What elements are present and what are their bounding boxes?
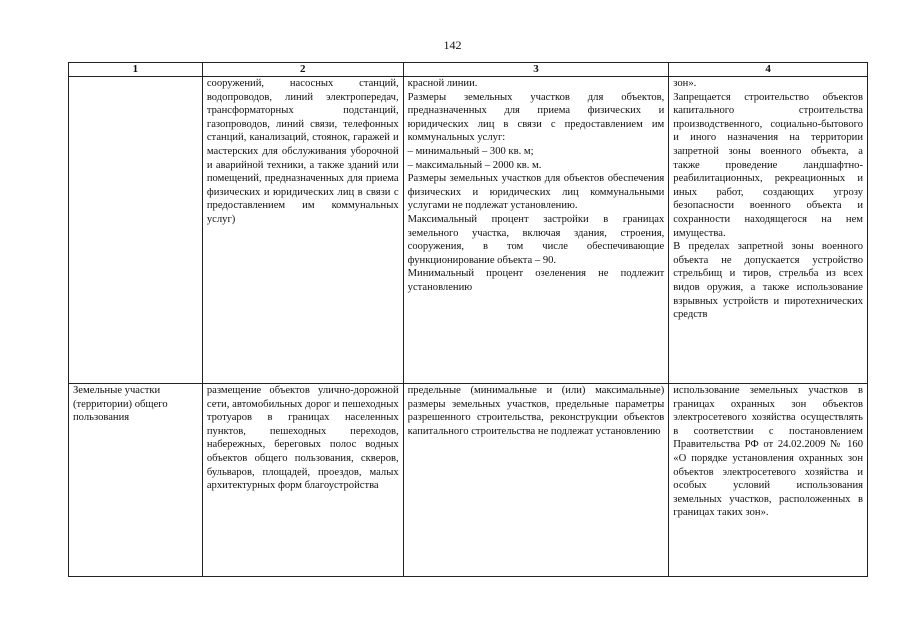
- column-header: 2: [202, 63, 403, 77]
- parameters-list-item: – максимальный – 2000 кв. м.: [407, 159, 542, 171]
- restrictions-cell: [669, 384, 868, 577]
- page-number: 142: [443, 38, 462, 52]
- table-row: [69, 77, 868, 384]
- parameters-list-item: – минимальный – 300 кв. м;: [407, 145, 534, 157]
- restrictions-paragraph: использование земельных участков в границах охранных зон объектов электросетевого хозяйства осуществлять в соответствии с постановлением Правительства РФ от 24.02.2009 № 160 «О порядке установления охранных зон объектов электросетевого хозяйства и особых условий использования земельных участков, расположенных в границах таких зон».: [673, 385, 863, 519]
- zone-name-cell: [69, 77, 203, 384]
- permitted-use-cell: размещение объектов улично-дорожной сети, автомобильных дорог и пешеходных тротуаров в границах населенных пунктов, пешеходных переходов, набережных, береговых полос водных объектов общего пользования, скверов, бульваров, площадей, проездов, малых архитектурных форм благоустройства: [202, 384, 403, 577]
- parameters-paragraph: красной линии.: [407, 78, 478, 89]
- zone-name-cell: Земельные участки (территории) общего пользования: [69, 384, 203, 577]
- column-header: 3: [403, 63, 669, 77]
- restrictions-paragraph: Запрещается строительство объектов капитального строительства производственного, социально-бытового и иного назначения на территории запретной зоны военного объекта, а также проведение ландшафтно-реабилитационных, рекреационных и иных работ, создающих угрозу безопасности военного объекта и сохранности находящегося на нем имущества.: [673, 91, 863, 239]
- restrictions-cell: [669, 77, 868, 384]
- parameters-paragraph: предельные (минимальные и (или) максимальные) размеры земельных участков, предельные параметры разрешенного строительства, реконструкции объектов капитального строительства не подлежат установлению: [407, 385, 665, 437]
- parameters-cell: [403, 384, 669, 577]
- permitted-use-cell: сооружений, насосных станций, водопроводов, линий электропередач, трансформаторных подстанций, газопроводов, линий связи, телефонных станций, канализаций, стоянок, гаражей и мастерских для обслуживания уборочной и аварийной техники, а также зданий или помещений, предназначенных для приема физических и юридических лиц в связи с предоставлением им коммунальных услуг): [202, 77, 403, 384]
- header-row: [69, 63, 868, 77]
- parameters-paragraph: Размеры земельных участков для объектов, предназначенных для приема физических и юридических лиц в связи с предоставлением им коммунальных услуг:: [407, 91, 665, 144]
- parameters-paragraph: Максимальный процент застройки в границах земельного участка, включая здания, строения, сооружения, в том числе обеспечивающие функционирование объекта – 90.: [407, 213, 665, 266]
- restrictions-paragraph: зон».: [673, 78, 697, 89]
- parameters-paragraph: Размеры земельных участков для объектов обеспечения физических и юридических лиц коммунальными услугами не подлежат установлению.: [407, 173, 665, 212]
- column-header: 4: [669, 63, 868, 77]
- parameters-cell: [403, 77, 669, 384]
- restrictions-paragraph: В пределах запретной зоны военного объекта не допускается устройство стрельбищ и тиров, стрельба из всех видов оружия, а также использование взрывных устройств и пиротехнических средств: [673, 241, 863, 321]
- column-header: 1: [69, 63, 203, 77]
- parameters-paragraph: Минимальный процент озеленения не подлежит установлению: [407, 268, 665, 293]
- table-row: [69, 384, 868, 577]
- regulations-table: [68, 62, 868, 577]
